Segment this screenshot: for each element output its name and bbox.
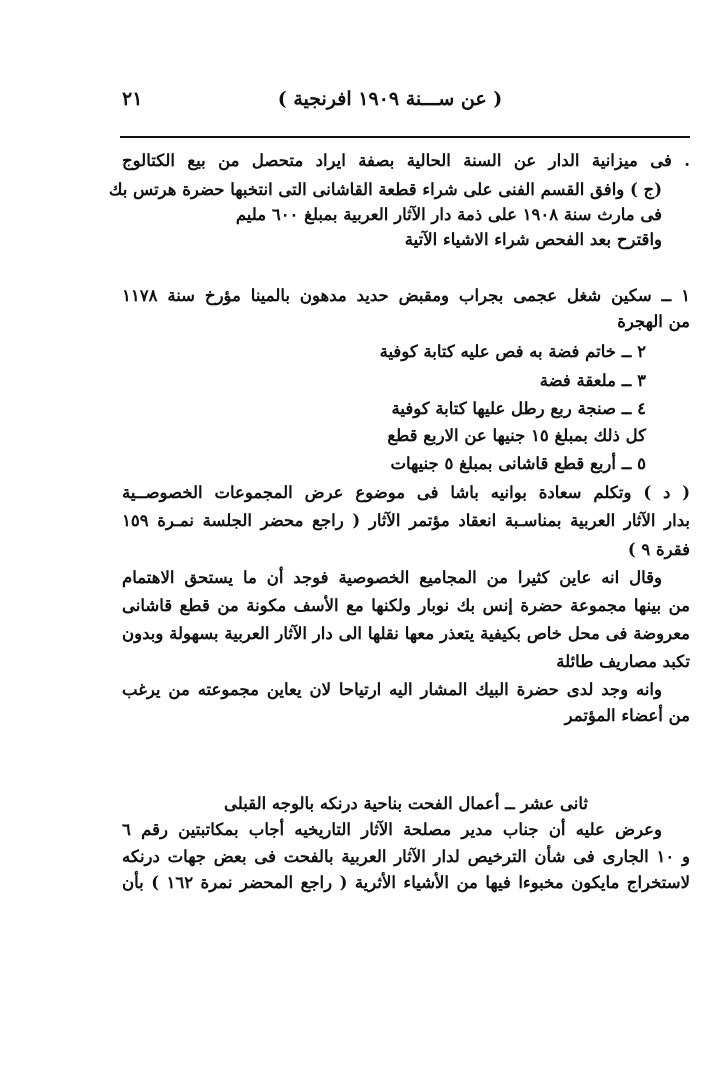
text-line: وعرض عليه أن جناب مدير مصلحة الآثار التاريخيه أجاب بمكاتبتين رقم ٦ <box>122 820 662 839</box>
text-line: (ج ) وافق القسم الفنى على شراء قطعة القاشانى التى انتخبها حضرة هرتس بك <box>108 180 662 199</box>
text-line: ٣ ــ ملعقة فضة <box>539 371 646 390</box>
text-line: من الهجرة <box>617 312 690 331</box>
text-line: واقترح بعد الفحص شراء الاشياء الآتية <box>404 230 662 249</box>
text-line: وانه وجد لدى حضرة البيك المشار اليه ارتياحا لان يعاين مجموعته من يرغب <box>122 680 662 699</box>
text-line: ( د ) وتكلم سعادة بوانيه باشا فى موضوع عرض المجموعات الخصوصــية <box>122 483 690 502</box>
running-title: ( عن ســـنة ١٩٠٩ افرنجية ) <box>277 88 503 110</box>
text-line: لاستخراج مايكون مخبوءا فيها من الأشياء الأثرية ( راجع المحضر نمرة ١٦٢ ) بأن <box>122 873 690 892</box>
page-number: ٢١ <box>122 88 143 110</box>
text-line: ١ ــ سكين شغل عجمى بجراب ومقبض حديد مدهون بالمينا مؤرخ سنة ١١٧٨ <box>122 286 690 305</box>
text-line: فقرة ٩ ) <box>627 540 690 559</box>
text-line: ٥ ــ أربع قطع قاشانى بمبلغ ٥ جنيهات <box>390 454 646 473</box>
text-line: و ١٠ الجارى فى شأن الترخيص لدار الآثار العربية بالفحت فى بعض جهات درنكه <box>122 847 691 866</box>
header-rule <box>120 136 690 138</box>
text-line: فى مارث سنة ١٩٠٨ على ذمة دار الآثار العربية بمبلغ ٦٠٠ مليم <box>235 205 662 224</box>
text-line: بدار الآثار العربية بمناسـبة انعقاد مؤتمر الآثار ( راجع محضر الجلسة نمـرة ١٥٩ <box>122 511 690 530</box>
text-line: ٢ ــ خاتم فضة به فص عليه كتابة كوفية <box>379 342 646 361</box>
text-line: معروضة فى محل خاص بكيفية يتعذر معها نقلها الى دار الآثار العربية بسهولة وبدون <box>122 624 690 643</box>
text-line: وقال انه عاين كثيرا من المجاميع الخصوصية فوجد أن ما يستحق الاهتمام <box>122 568 662 587</box>
text-line: ثانى عشر ــ أعمال الفحت بناحية درنكه بالوجه القبلى <box>224 794 588 813</box>
text-line: ٤ ــ صنجة ربع رطل عليها كتابة كوفية <box>391 399 646 418</box>
text-line: من أعضاء المؤتمر <box>564 706 690 725</box>
text-line: من بينها مجموعة حضرة إنس بك نوبار ولكنها مع الأسف مكونة من قطع قاشانى <box>122 596 690 615</box>
text-line: . فى ميزانية الدار عن السنة الحالية بصفة ايراد متحصل من بيع الكتالوج <box>122 151 690 170</box>
text-line: تكبد مصاريف طائلة <box>556 652 690 671</box>
text-line: كل ذلك بمبلغ ١٥ جنيها عن الاربع قطع <box>387 426 646 445</box>
